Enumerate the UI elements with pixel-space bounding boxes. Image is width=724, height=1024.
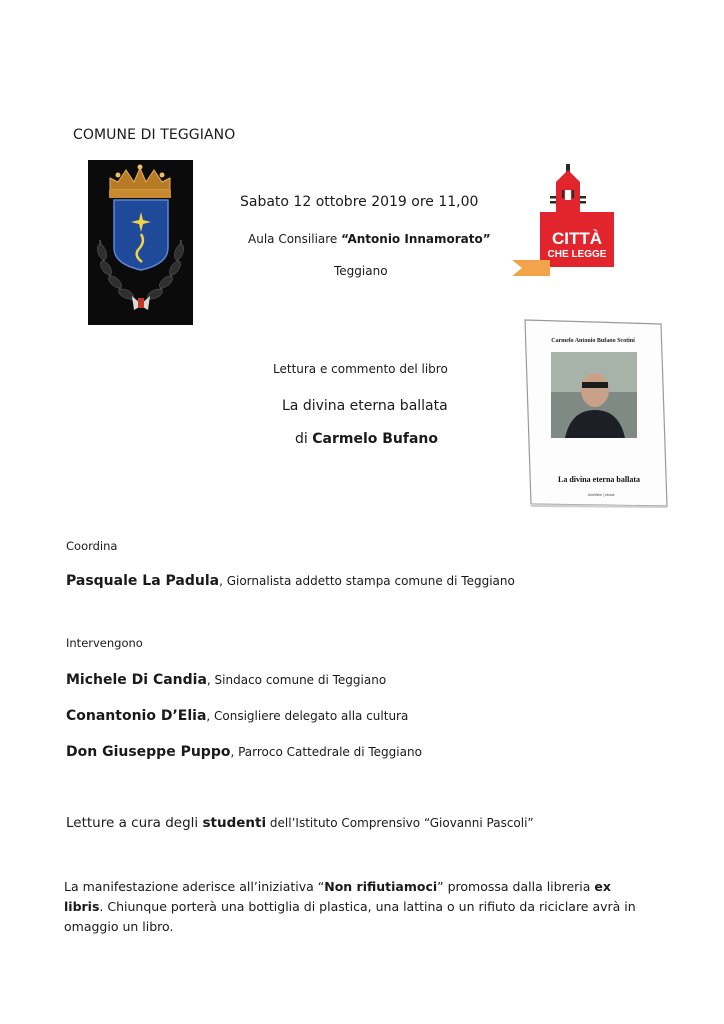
speaker-name: Don Giuseppe Puppo	[66, 744, 231, 760]
event-venue	[248, 232, 491, 246]
readings-suffix: dell’Istituto Comprensivo “Giovanni Pascoli”	[266, 816, 534, 830]
venue-name: “Antonio Innamorato”	[341, 232, 491, 246]
crown-icon	[109, 165, 171, 199]
readings-prefix: Letture a cura degli	[66, 815, 203, 831]
tower-icon	[550, 164, 586, 212]
notice-part3: . Chiunque porterà una bottiglia di plastica, una lattina o un rifiuto da riciclare avrà in omaggio un libro.	[64, 899, 636, 934]
readings-emphasis: studenti	[202, 815, 267, 831]
logo-ribbon-shape	[512, 260, 550, 276]
citta-che-legge-logo	[510, 160, 620, 280]
coordination-label: Coordina	[66, 539, 118, 553]
speaker-row	[66, 705, 408, 724]
coordinator-row	[66, 570, 515, 589]
shield-icon	[114, 200, 168, 270]
reading-intro: Lettura e commento del libro	[273, 362, 448, 376]
notice-part1: La manifestazione aderisce all’iniziativa “	[64, 879, 325, 894]
logo-line1: CITTÀ	[551, 229, 603, 248]
speaker-role: , Consigliere delegato alla cultura	[206, 709, 409, 723]
venue-prefix: Aula Consiliare	[248, 232, 342, 246]
book-cover-image	[521, 318, 669, 508]
municipality-title: COMUNE DI TEGGIANO	[73, 127, 236, 143]
event-date-time: Sabato 12 ottobre 2019 ore 11,00	[240, 194, 479, 210]
speaker-name: Michele Di Candia	[66, 672, 207, 688]
coat-of-arms-image	[88, 160, 193, 325]
author-line	[295, 431, 438, 447]
speaker-role: , Sindaco comune di Teggiano	[206, 673, 387, 687]
speaker-role: , Parroco Cattedrale di Teggiano	[230, 745, 422, 759]
readings-line	[66, 815, 534, 831]
cover-author: Carmelo Antonio Bufano Scotini	[551, 338, 635, 344]
notice-part2: ” promossa dalla libreria	[437, 879, 595, 894]
initiative-notice	[64, 877, 644, 937]
ribbon-icon	[132, 296, 150, 310]
cover-publisher: AmirWee | ebook	[587, 493, 615, 497]
speakers-label: Intervengono	[66, 636, 143, 650]
speaker-name: Conantonio D’Elia	[66, 708, 207, 724]
event-city: Teggiano	[334, 264, 388, 278]
coordinator-role: , Giornalista addetto stampa comune di Teggiano	[219, 574, 515, 588]
author-photo-icon	[551, 352, 637, 438]
book-title: La divina eterna ballata	[282, 398, 448, 414]
bookstore-name: ex libris	[64, 879, 611, 914]
speaker-row	[66, 669, 386, 688]
author-prefix: di	[295, 431, 313, 447]
initiative-name: Non rifiutiamoci	[324, 879, 438, 894]
author-name: Carmelo Bufano	[312, 431, 438, 447]
logo-line2: CHE LEGGE	[547, 249, 607, 260]
coordinator-name: Pasquale La Padula	[66, 573, 220, 589]
cover-title: La divina eterna ballata	[557, 475, 641, 484]
speaker-row	[66, 741, 422, 760]
